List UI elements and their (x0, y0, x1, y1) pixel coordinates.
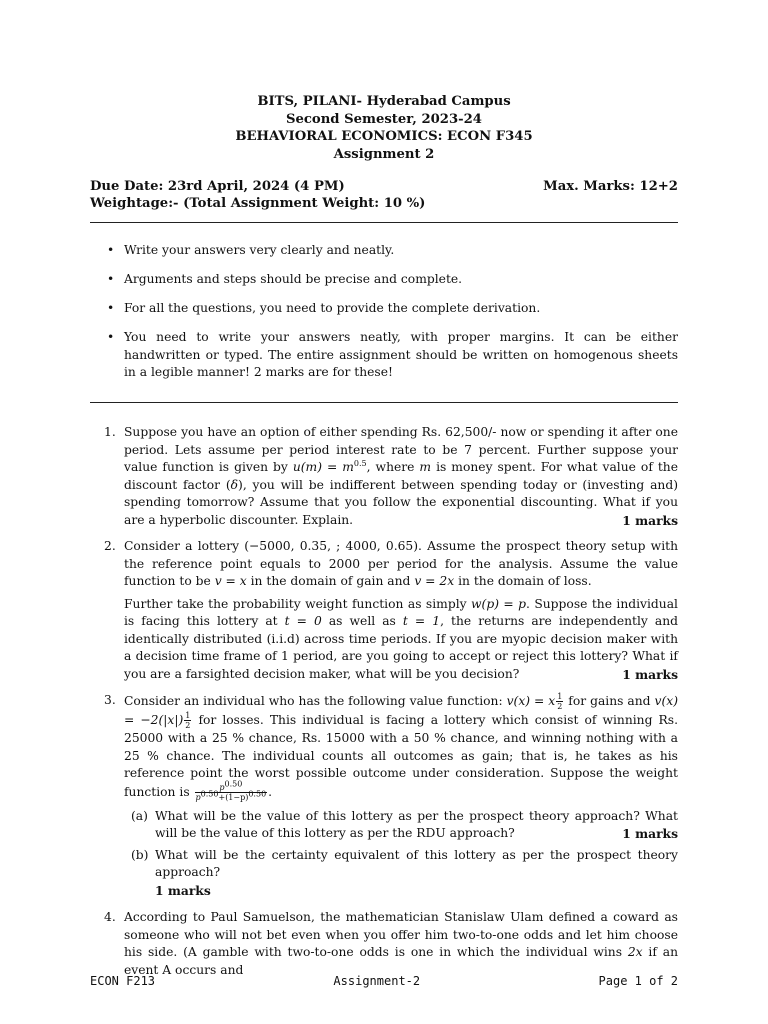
footer-page-number: Page 1 of 2 (598, 974, 678, 988)
footer-assignment: Assignment-2 (333, 974, 421, 988)
instruction-item: • Arguments and steps should be precise and complete. (90, 271, 678, 289)
subquestion-b: (b) What will be the certainty equivalent of this lottery as per the prospect theory approach? 1 marks (131, 847, 678, 898)
institution-title: BITS, PILANI- Hyderabad Campus (257, 94, 511, 109)
exponent-fraction: $\frac{1}{2}$ (185, 711, 191, 730)
question-marks: 1 marks (622, 512, 678, 528)
question-text: Consider a lottery (−5000, 0.35, ; 4000, 0.65). Assume the prospect theory setup with the reference point equals to 2000 per period for the analysis. Assume the value function to be v = x in the domain of gain and v = 2x in the domain of loss. (124, 539, 678, 588)
question-text: According to Paul Samuelson, the mathematician Stanislaw Ulam defined a coward as someone who will not bet even when you offer him two-to-one odds and let him choose his side. (A gamble with two-to-one odds is one in which the individual wins 2x if an event A occurs and (124, 910, 678, 977)
page-footer (90, 974, 678, 988)
questions-list (90, 424, 678, 988)
exponent-fraction: $\frac{1}{2}$ (557, 692, 563, 711)
footer-course-code: ECON F213 (90, 974, 156, 988)
semester-title: Second Semester, 2023-24 (285, 111, 482, 127)
weightage: Weightage:- (Total Assignment Weight: 10 %) (90, 196, 426, 211)
weight-function-fraction: $\frac{p^{0.50}}{p^{0.50}+(1-p)^{0.50}}$ (195, 778, 267, 802)
question-number: 2. (104, 539, 116, 553)
divider-top (90, 222, 678, 223)
question-text: Further take the probability weight function as simply w(p) = p. Suppose the individual is facing this lottery at t = 0 as well as t = 1, the returns are independently and identically distributed (i.i.d) across time periods. If you are myopic decision maker with a decision time frame of 1 period, are you going to accept or reject this lottery? What if you are a farsighted decision maker, what will be you decision? 1 marks (124, 596, 679, 682)
question-number: 3. (104, 693, 116, 707)
document-header (0, 93, 768, 163)
question-marks: 1 marks (155, 882, 211, 898)
divider-bottom (90, 402, 678, 403)
assignment-title: Assignment 2 (333, 146, 435, 162)
question-marks: 1 marks (622, 826, 678, 841)
subquestion-list (124, 808, 678, 901)
question-1 (90, 424, 678, 529)
question-marks: 1 marks (622, 666, 678, 682)
instruction-item: • Write your answers very clearly and neatly. (90, 242, 678, 260)
instructions-list (90, 242, 678, 393)
max-marks: Max. Marks: 12+2 (543, 179, 678, 194)
assignment-meta (90, 178, 678, 212)
question-2 (90, 538, 678, 683)
due-date: Due Date: 23rd April, 2024 (4 PM) (90, 179, 345, 194)
question-number: 4. (104, 910, 116, 924)
instruction-item: • You need to write your answers neatly, with proper margins. It can be either handwritten or typed. The entire assignment should be written on homogenous sheets in a legible manner! 2 marks are for these! (90, 329, 678, 382)
question-3 (90, 692, 678, 900)
subquestion-a: (a) What will be the value of this lottery as per the prospect theory approach? What will be the value of this lottery as per the RDU approach? 1 marks (131, 808, 678, 841)
question-text: Suppose you have an option of either spending Rs. 62,500/- now or spending it after one period. Lets assume per period interest rate to be 7 percent. Further suppose your value function is given by $u(m) = m^{0.5}$, where m is money spent. For what value of the discount factor (δ), you will be indifferent between spending today or (investing and) spending tomorrow? Assume that you follow the exponential discounting. What if you are a hyperbolic discounter. Explain. 1 marks (124, 425, 678, 528)
instruction-item: • For all the questions, you need to provide the complete derivation. (90, 300, 678, 318)
question-text: Consider an individual who has the following value function: v(x) = x $\frac{1}{2}$ for gains and v(x) = −2(|x|) $\frac{1}{2}$ for losses. This individual is facing a lottery which consist of winning Rs. 25000 with a 25 % chance, Rs. 15000 with a 50 % chance, and winning nothing with a 25 % chance. The individual counts all outcomes as gain; that is, he takes as his reference point the worst possible outcome under consideration. Suppose the weight function is $\frac{p^{0.50}}{p^{0.50}+(1-p)^{0.50}}$ . (124, 692, 678, 802)
course-title: BEHAVIORAL ECONOMICS: ECON F345 (235, 129, 533, 144)
question-4 (90, 909, 678, 979)
question-number: 1. (104, 425, 116, 439)
